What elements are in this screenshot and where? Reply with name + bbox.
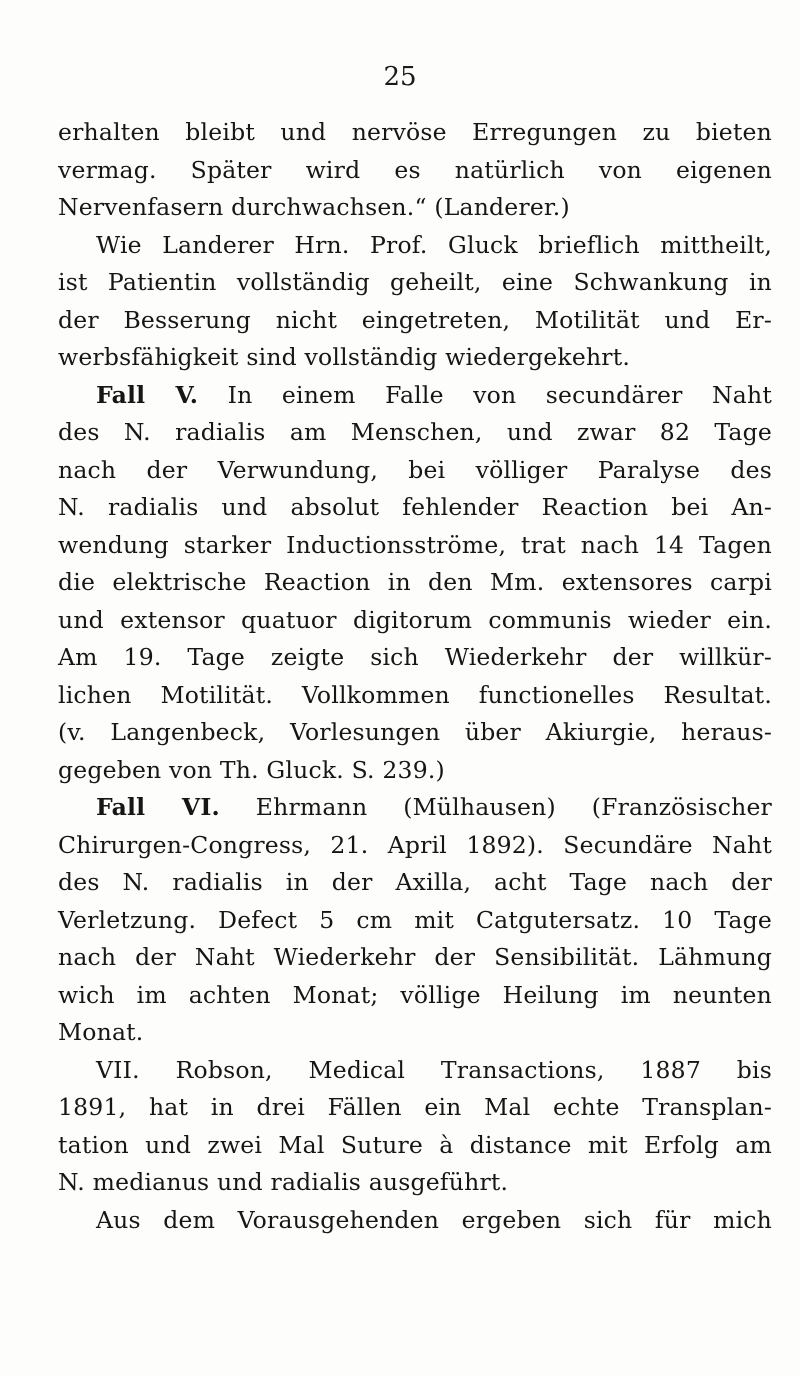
text-line: N. radialis und absolut fehlender Reaction bei An- <box>58 493 772 521</box>
text-line: Am 19. Tage zeigte sich Wiederkehr der willkür- <box>58 643 772 671</box>
line-text: Ehrmann (Mülhausen) (Französischer <box>219 793 772 821</box>
text-line: des N. radialis am Menschen, und zwar 82 Tage <box>58 418 772 446</box>
text-line: VII. Robson, Medical Transactions, 1887 bis <box>96 1055 772 1084</box>
text-line: Wie Landerer Hrn. Prof. Gluck brieflich mittheilt, <box>96 230 772 259</box>
text-line: Nervenfasern durchwachsen.“ (Landerer.) <box>58 193 570 221</box>
case-heading: Fall V. <box>96 380 199 409</box>
text-line: lichen Motilität. Vollkommen functionelles Resultat. <box>58 680 772 709</box>
text-line: nach der Verwundung, bei völliger Paralyse des <box>58 455 772 484</box>
text-line: gegeben von Th. Gluck. S. 239.) <box>58 755 445 784</box>
text-line: wendung starker Inductionsströme, trat nach 14 Tagen <box>58 530 772 559</box>
text-line: (v. Langenbeck, Vorlesungen über Akiurgie, heraus- <box>58 718 772 746</box>
text-line <box>58 377 772 415</box>
text-line: tation und zwei Mal Suture à distance mit Erfolg am <box>58 1130 772 1159</box>
text-line: und extensor quatuor digitorum communis wieder ein. <box>58 605 772 634</box>
text-line: werbsfähigkeit sind vollständig wiedergekehrt. <box>58 343 631 371</box>
text-line: nach der Naht Wiederkehr der Sensibilität. Lähmung <box>58 943 772 971</box>
text-line: 1891, hat in drei Fällen ein Mal echte Transplan- <box>58 1093 772 1121</box>
text-line: Verletzung. Defect 5 cm mit Catgutersatz. 10 Tage <box>58 905 772 934</box>
line-text: In einem Falle von secundärer Naht <box>198 380 773 409</box>
text-line: Chirurgen-Congress, 21. April 1892). Secundäre Naht <box>58 830 772 859</box>
text-line: des N. radialis in der Axilla, acht Tage nach der <box>58 868 772 896</box>
text-line: ist Patientin vollständig geheilt, eine Schwankung in <box>58 268 772 296</box>
text-line: Aus dem Vorausgehenden ergeben sich für mich <box>96 1205 772 1234</box>
text-line: der Besserung nicht eingetreten, Motilität und Er- <box>58 305 772 334</box>
text-line: wich im achten Monat; völlige Heilung im neunten <box>58 980 772 1009</box>
body-text <box>58 114 772 1239</box>
text-line <box>58 789 772 827</box>
text-line: die elektrische Reaction in den Mm. extensores carpi <box>58 568 772 596</box>
text-line: erhalten bleibt und nervöse Erregungen zu bieten <box>58 118 772 146</box>
text-line: N. medianus und radialis ausgeführt. <box>58 1168 509 1196</box>
case-heading: Fall VI. <box>96 793 220 821</box>
text-line: vermag. Später wird es natürlich von eigenen <box>58 155 772 184</box>
text-line: Monat. <box>58 1018 144 1046</box>
page-number: 25 <box>383 62 417 92</box>
